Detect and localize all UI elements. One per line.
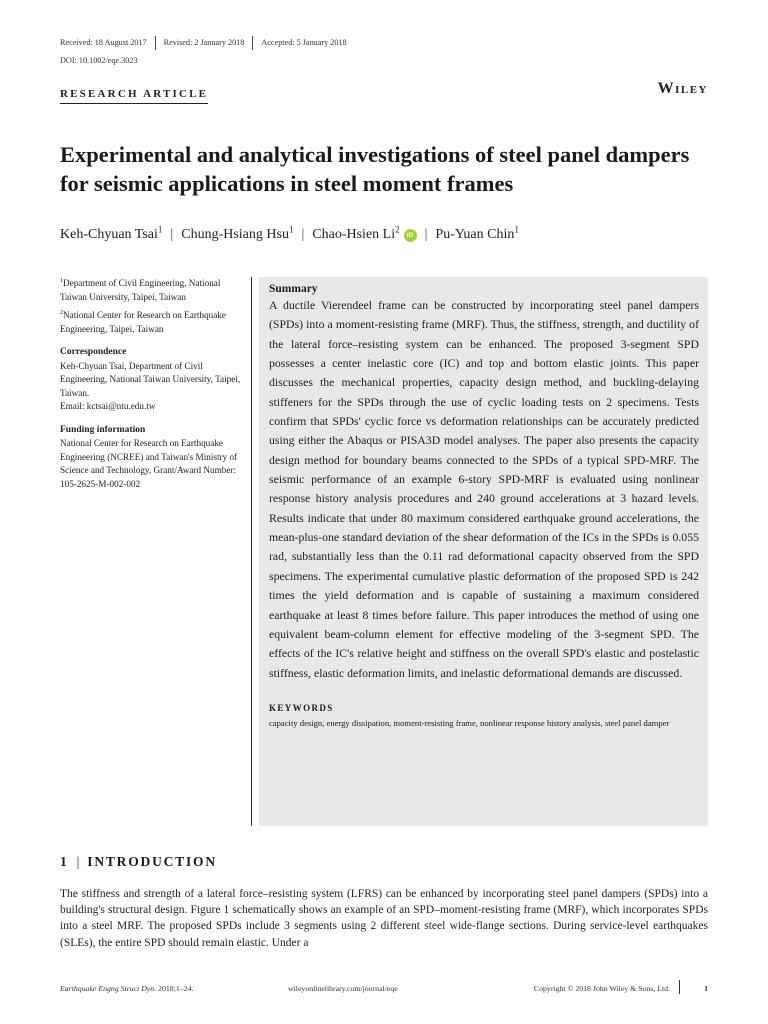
abstract-box	[259, 277, 708, 826]
author-separator: |	[170, 227, 174, 242]
author-list	[60, 224, 519, 243]
introduction-text: The stiffness and strength of a lateral force–resisting system (LFRS) can be enhanced by incorporating steel panel dampers (SPDs) into a building's structural design. Figure 1 schematically shows an example of an SPD–moment-resisting frame (MRF), which incorporates SPDs into a steel MRF. The proposed SPDs include 3 segments using 2 different steel wide-flange sections. During service-level earthquakes (SLEs), the entire SPD should remain elastic. Under a	[60, 888, 708, 949]
journal-citation: Earthquake Engng Struct Dyn. 2018;1–24.	[60, 984, 194, 993]
author-name[interactable]: Keh-Chyuan Tsai$^1$	[60, 224, 163, 242]
orcid-icon[interactable]: iD	[404, 229, 417, 242]
page-number: 1	[704, 984, 708, 993]
abstract-body: A ductile Vierendeel frame can be constructed by incorporating steel panel dampers (SPDs) into a moment-resisting frame (MRF). Thus, the stiffness, strength, and ductility of the lateral force–resisting system can be enhanced. The proposed 3-segment SPD possesses a center inelastic core (IC) and top and bottom elastic joints. This paper discusses the mechanical properties, capacity design method, and buckling-delaying stiffeners for the SPDs through the use of cyclic loading tests on 2 specimens. Tests confirm that SPDs' cyclic force vs deformation relationships can be accurately predicted using either the Abaqus or PISA3D model analyses. The paper also presents the capacity design method for boundary beams connected to the SPDs of a typical SPD-MRF. The seismic performance of an example 6-story SPD-MRF is evaluated using nonlinear response history analysis procedures and 240 ground accelerations at 3 hazard levels. Results indicate that under 80 maximum considered earthquake ground accelerations, the mean-plus-one standard deviation of the shear deformation of the ICs in the SPDs is 0.055 rad, substantially less than the 0.11 rad deformational capacity observed from the SPD specimens. The experimental cumulative plastic deformation of the proposed SPD is 242 times the yield deformation and is capable of sustaining a maximum considered earthquake at least 8 times before failure. This paper introduces the method of using one equivalent beam-column element for effective modeling of the 3-segment SPD. The effects of the IC's relative height and stiffness on the overall SPD's elastic and postelastic stiffness, elastic deformation limits, and inelastic deformational demands are discussed.	[269, 298, 699, 680]
correspondence-heading: Correspondence	[60, 347, 127, 357]
abstract-heading: Summary	[269, 283, 318, 295]
author-name[interactable]: Chung-Hsiang Hsu$^1$	[181, 224, 294, 242]
correspondence-text: Keh-Chyuan Tsai, Department of Civil Engineering, National Taiwan University, Taipei, Taiwan.	[60, 360, 241, 398]
introduction-heading: 1 | INTRODUCTION	[60, 854, 217, 869]
copyright: Copyright © 2018 John Wiley & Sons, Ltd.	[533, 984, 670, 993]
author-separator: |	[424, 227, 428, 242]
funding-heading: Funding information	[60, 424, 146, 435]
footer-divider	[679, 980, 680, 994]
doi-link[interactable]: DOI: 10.1002/eqe.3023	[60, 56, 138, 65]
article-title: Experimental and analytical investigations of steel panel dampers for seismic applications in steel moment frames	[60, 142, 690, 196]
revised-date: Revised: 2 January 2018	[155, 36, 253, 50]
affiliation: $^1$Department of Civil Engineering, National Taiwan University, Taipei, Taiwan	[60, 277, 221, 302]
keywords-heading: KEYWORDS	[269, 702, 334, 713]
affiliation: $^2$National Center for Research on Earthquake Engineering, Taipei, Taiwan	[60, 309, 227, 334]
accepted-date: Accepted: 5 January 2018	[252, 36, 354, 50]
publisher-logo: Wiley	[657, 80, 708, 97]
funding-text: National Center for Research on Earthquake Engineering (NCREE) and Taiwan's Ministry of Science and Technology, Grant/Award Number: 105-2625-M-002-002	[60, 438, 238, 489]
received-date: Received: 18 August 2017	[60, 38, 147, 47]
sidebar-divider	[251, 277, 252, 826]
author-name[interactable]: Chao-Hsien Li$^2$	[312, 224, 400, 242]
correspondence-email[interactable]: Email: kctsai@ntu.edu.tw	[60, 401, 156, 411]
journal-url[interactable]: wileyonlinelibrary.com/journal/eqe	[288, 984, 398, 993]
keywords-list: capacity design, energy dissipation, moment-resisting frame, nonlinear response history analysis, steel panel damper	[269, 717, 670, 728]
article-sidebar	[60, 277, 245, 491]
author-separator: |	[301, 227, 305, 242]
author-name[interactable]: Pu-Yuan Chin$^1$	[435, 224, 519, 242]
article-dates	[60, 36, 355, 50]
section-label: RESEARCH ARTICLE	[60, 88, 208, 104]
